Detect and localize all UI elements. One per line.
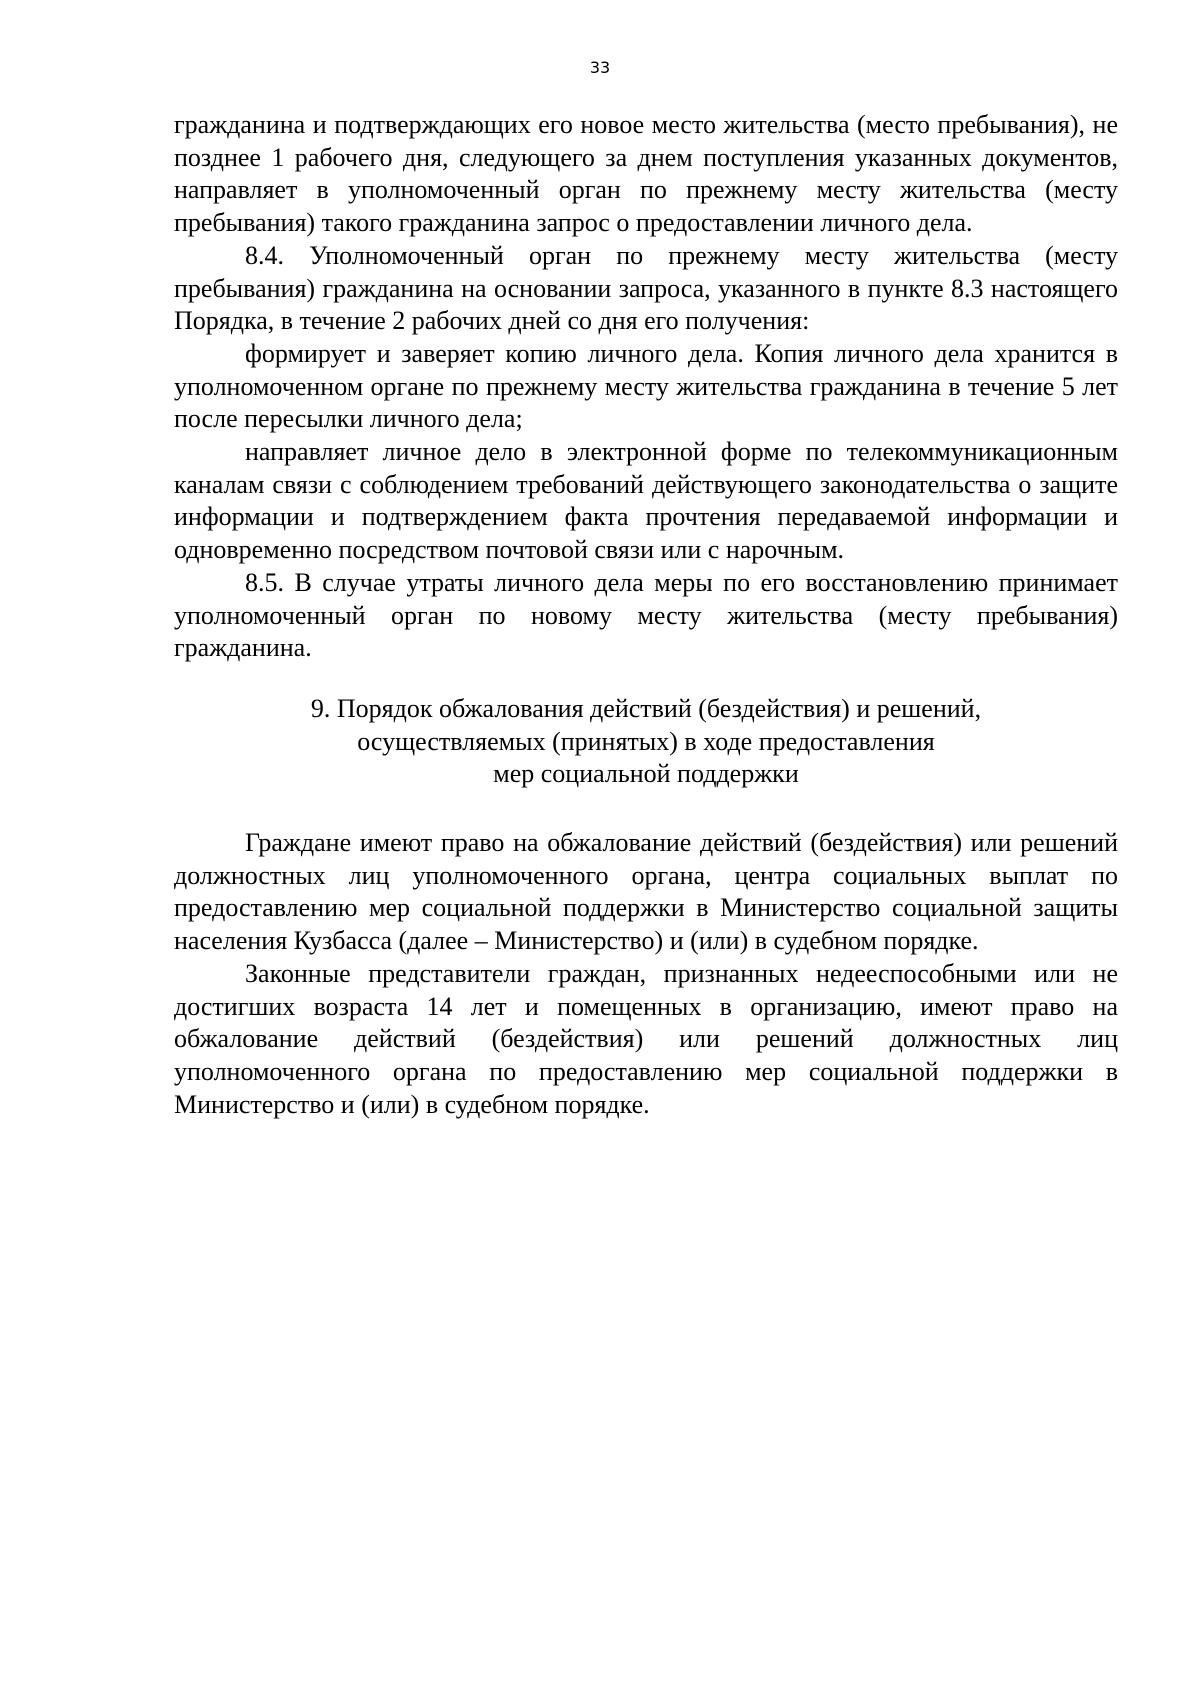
paragraph-legal-representatives: Законные представители граждан, признанных недееспособными или не достигших возраста 14 лет и помещенных в организацию, имеют право на обжалование действий (бездействия) или решений должностных лиц уполномоченного органа по предоставлению мер социальной поддержки в Министерство и (или) в судебном порядке. xyxy=(174,958,1118,1119)
paragraph-appeal-right: Граждане имеют право на обжалование действий (бездействия) или решений должностных лиц уполномоченного органа, центра социальных выплат по предоставлению мер социальной поддержки в Министерство социальной защиты населения Кузбасса (далее – Министерство) и (или) в судебном порядке. xyxy=(174,828,1118,956)
paragraph-sends-file: направляет личное дело в электронной форме по телекоммуникационным каналам связи с соблюдением требований действующего законодательства о защите информации и подтверждением факта прочтения передаваемой информации и одновременно посредством почтовой связи или с нарочным. xyxy=(174,437,1118,565)
paragraph-continuation: гражданина и подтверждающих его новое место жительства (место пребывания), не позднее 1 рабочего дня, следующего за днем поступления указанных документов, направляет в уполномоченный орган по прежнему месту жительства (месту пребывания) такого гражданина запрос о предоставлении личного дела. xyxy=(174,110,1118,238)
section-heading-line: осуществляемых (принятых) в ходе предоставления xyxy=(357,726,935,756)
paragraph-8-4: 8.4. Уполномоченный орган по прежнему месту жительства (месту пребывания) гражданина на основании запроса, указанного в пункте 8.3 настоящего Порядка, в течение 2 рабочих дней со дня его получения: xyxy=(174,240,1118,336)
document-body xyxy=(174,109,1118,1121)
section-heading-line: 9. Порядок обжалования действий (бездействия) и решений, xyxy=(310,693,982,723)
page-number: 33 xyxy=(589,58,611,77)
section-heading xyxy=(174,693,1118,791)
section-heading-line: мер социальной поддержки xyxy=(493,759,799,789)
paragraph-8-5: 8.5. В случае утраты личного дела меры по его восстановлению принимает уполномоченный орган по новому месту жительства (месту пребывания) гражданина. xyxy=(174,567,1118,663)
paragraph-forms-copy: формирует и заверяет копию личного дела. Копия личного дела хранится в уполномоченном органе по прежнему месту жительства гражданина в течение 5 лет после пересылки личного дела; xyxy=(174,338,1118,434)
